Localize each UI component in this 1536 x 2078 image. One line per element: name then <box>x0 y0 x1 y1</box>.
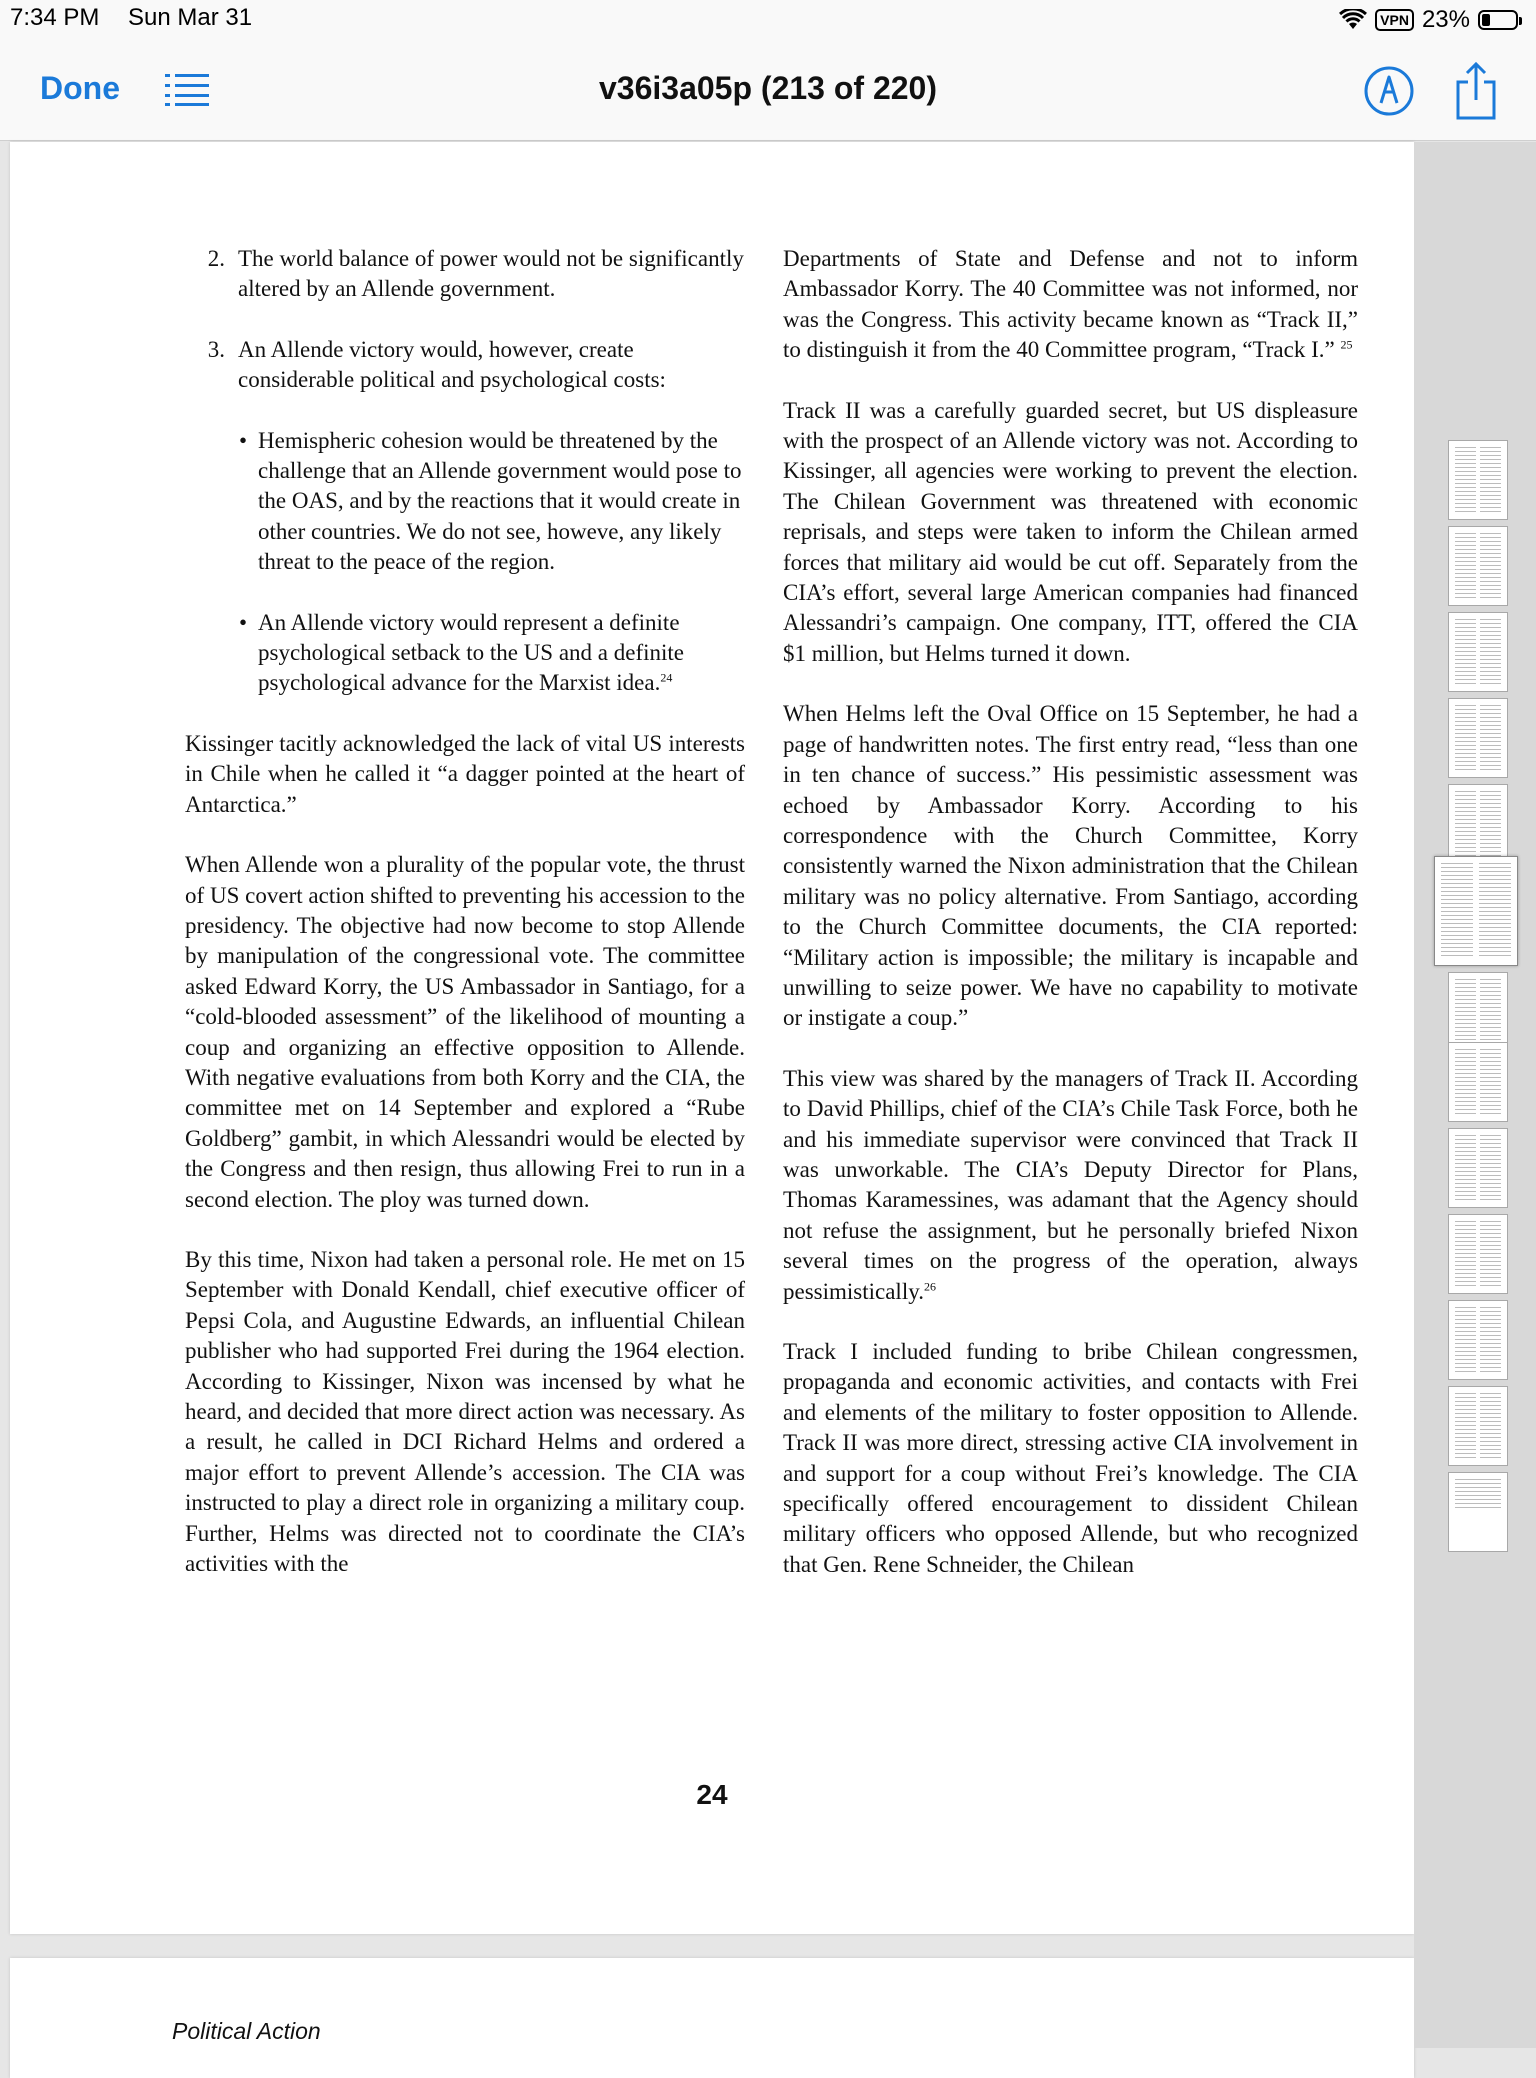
bullet-item <box>228 608 745 699</box>
page-thumbnail[interactable] <box>1448 784 1508 864</box>
paragraph: Kissinger tacitly acknowledged the lack of vital US interests in Chile when he called it “a dagger pointed at the heart of Antarctica.” <box>185 730 745 817</box>
wifi-icon <box>1339 9 1367 31</box>
page-thumbnail-current[interactable] <box>1434 856 1518 966</box>
battery-percent: 23% <box>1421 6 1470 33</box>
page-thumbnail[interactable] <box>1448 1472 1508 1552</box>
page-thumbnail[interactable] <box>1448 440 1508 520</box>
list-text: The world balance of power would not be significantly altered by an Allende government. <box>238 246 744 302</box>
paragraph: Track II was a carefully guarded secret, but US displeasure with the prospect of an Allende victory was not. According to Kissinger, all agencies were working to prevent the election. The Chilean Government was threatened with economic reprisals, and steps were taken to inform the Chilean armed forces that military aid would be cut off. Separately from the CIA’s effort, several large American companies had financed Alessandri’s campaign. One company, ITT, offered the CIA $1 million, but Helms turned it down. <box>783 397 1358 666</box>
footnote-ref: 24 <box>660 670 673 685</box>
paragraph: This view was shared by the managers of Track II. According to David Phillips, chief of the CIA’s Chile Task Force, both he and his immediate supervisor were convinced that Track II was unworkable. The CIA’s Deputy Director for Plans, Thomas Karamessines, was adamant that the Agency should not refuse the assignment, but he personally briefed Nixon several times on the progress of the operation, always pessimistically.$^{26}$ <box>783 1065 1358 1304</box>
status-date: Sun Mar 31 <box>128 4 253 31</box>
next-document-page[interactable] <box>10 1958 1414 2078</box>
markup-pen-icon[interactable] <box>1364 66 1414 116</box>
right-column <box>783 244 1358 1610</box>
footnote-ref: 25 <box>1340 337 1353 352</box>
paragraph: By this time, Nixon had taken a personal role. He met on 15 September with Donald Kendall, chief executive officer of Pepsi Cola, and Augustine Edwards, an influential Chilean publisher who had supported Frei during the 1964 election. According to Kissinger, Nixon was incensed by what he heard, and decided that more direct action was necessary. As a result, he called in DCI Richard Helms and ordered a major effort to prevent Allende’s accession. The CIA was instructed to play a direct role in organizing a military coup. Further, Helms was directed not to coordinate the CIA’s activities with the <box>185 1246 745 1577</box>
footnote-ref: 26 <box>923 1278 936 1293</box>
list-item <box>185 244 745 305</box>
running-header: Political Action <box>172 2018 321 2044</box>
bullet-icon: • <box>238 609 248 635</box>
page-thumbnail[interactable] <box>1448 1042 1508 1122</box>
page-number: 24 <box>696 1779 728 1810</box>
bullet-icon: • <box>238 427 248 453</box>
paragraph: When Allende won a plurality of the popular vote, the thrust of US covert action shifted to preventing his accession to the presidency. The objective had now become to stop Allende by manipulation of the congressional vote. The committee asked Edward Korry, the US Ambassador in Santiago, for a “cold-blooded assessment” of the likelihood of mounting a coup and organizing an effective opposition to Allende. With negative evaluations from both Korry and the CIA, the committee met on 14 September and explored a “Rube Goldberg” gambit, in which Alessandri would be elected by the Congress and then resign, thus allowing Frei to run in a second election. The ploy was turned down. <box>185 852 745 1212</box>
status-bar <box>0 0 1536 40</box>
left-column <box>185 244 745 1609</box>
page-thumbnail[interactable] <box>1448 1386 1508 1466</box>
paragraph: Departments of State and Defense and not to inform Ambassador Korry. The 40 Committee was not informed, nor was the Congress. This activity became known as “Track II,” to distinguish it from the 40 Committee program, “Track I.” $^{25}$ <box>783 246 1358 363</box>
list-number: 2. <box>207 246 225 271</box>
page-thumbnail[interactable] <box>1448 612 1508 692</box>
bullet-item <box>228 426 745 578</box>
battery-icon <box>1478 10 1518 30</box>
list-text: An Allende victory would, however, create considerable political and psychological costs: <box>238 336 666 393</box>
list-item <box>185 335 745 396</box>
page-thumbnail[interactable] <box>1448 1214 1508 1294</box>
paragraph: Track I included funding to bribe Chilean congressmen, propaganda and economic activities, and contacts with Frei and elements of the military to foster opposition to Allende. Track II was more direct, stressing active CIA involvement in and support for a coup without Frei’s knowledge. The CIA specifically offered encouragement to dissident Chilean military officers who opposed Allende, but who recognized that Gen. Rene Schneider, the Chilean <box>783 1339 1358 1577</box>
navigation-bar <box>0 40 1536 141</box>
page-thumbnail[interactable] <box>1448 698 1508 778</box>
document-page[interactable] <box>10 142 1414 1934</box>
paragraph: When Helms left the Oval Office on 15 September, he had a page of handwritten notes. The first entry read, “less than one in ten chance of success.” His pessimistic assessment was echoed by Ambassador Korry. According to his correspondence with the Church Committee, Korry consistently warned the Nixon administration that the Chilean military was no policy alternative. From Santiago, according to the Church Committee documents, the CIA reported: “Military action is impossible; the military is incapable and unwilling to seize power. We have no capability to motivate or instigate a coup.” <box>783 701 1358 1031</box>
status-indicators <box>1339 6 1518 34</box>
page-thumbnail[interactable] <box>1448 1300 1508 1380</box>
status-time: 7:34 PM <box>10 4 100 31</box>
list-number: 3. <box>207 336 225 362</box>
document-title: v36i3a05p (213 of 220) <box>599 70 937 106</box>
page-thumbnail[interactable] <box>1448 972 1508 1052</box>
bullet-text: Hemispheric cohesion would be threatened by the challenge that an Allende government would pose to the OAS, and by the reactions that it would create in other countries. We do not see, howeve, any likely threat to the peace of the region. <box>258 427 742 575</box>
share-icon[interactable] <box>1452 62 1500 120</box>
vpn-badge: VPN <box>1375 9 1414 31</box>
page-thumbnail[interactable] <box>1448 526 1508 606</box>
thumbnail-strip[interactable] <box>1414 142 1536 2048</box>
done-button[interactable]: Done <box>40 70 120 106</box>
page-thumbnail[interactable] <box>1448 1128 1508 1208</box>
bullet-text: An Allende victory would represent a definite psychological setback to the US and a definite psychological advance for the Marxist idea.$^{24}$ <box>258 609 685 696</box>
